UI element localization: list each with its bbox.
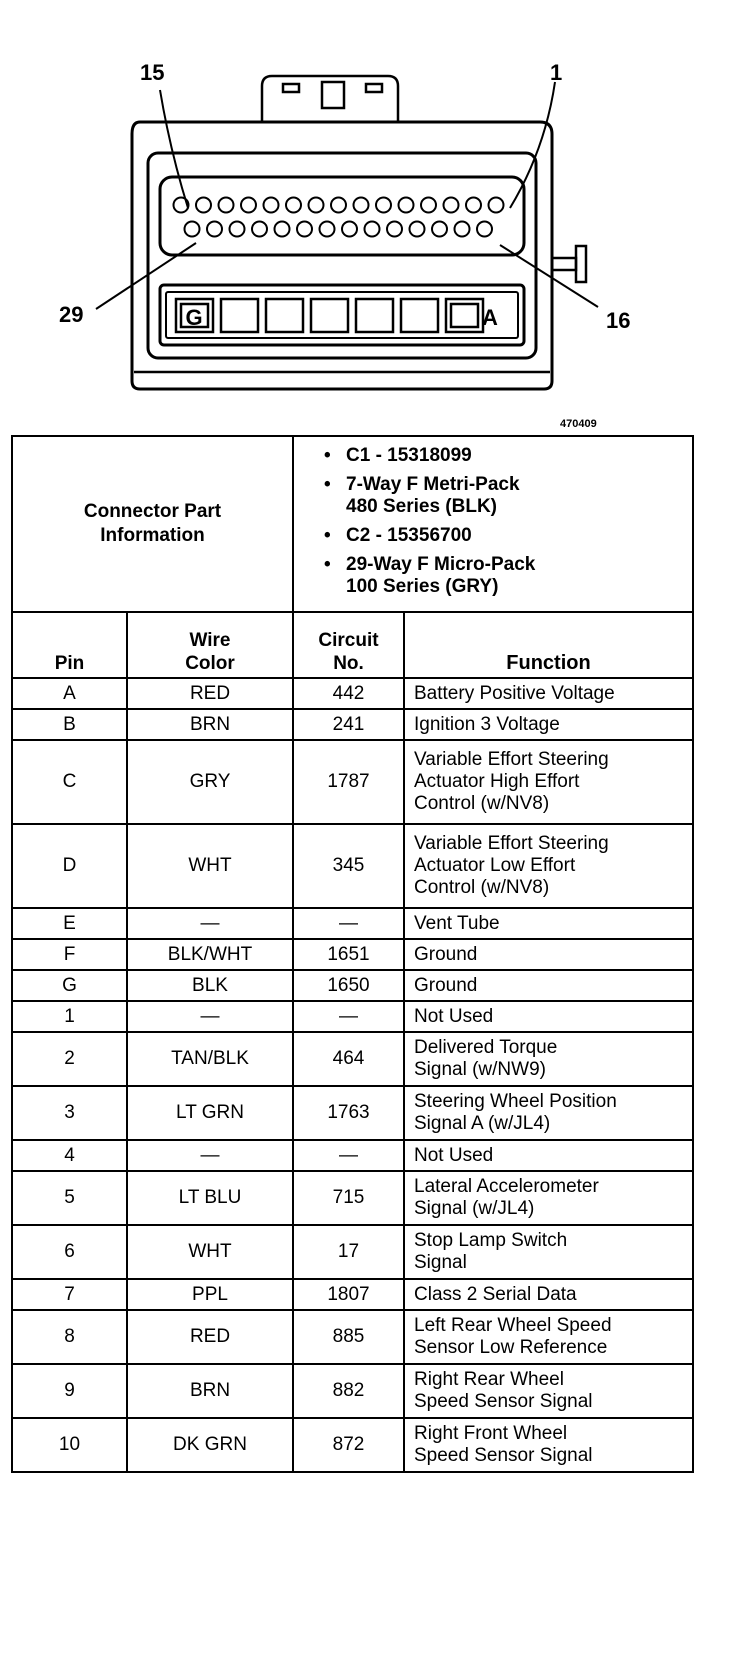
pin-hole	[219, 198, 234, 213]
pin-label-29: 29	[59, 302, 84, 327]
pin-cell: 3	[12, 1086, 127, 1140]
pin-cell: 6	[12, 1225, 127, 1279]
function-cell: Variable Effort Steering Actuator High Effort Control (w/NV8)	[404, 740, 693, 824]
table-row	[12, 709, 693, 740]
function-cell: Class 2 Serial Data	[404, 1279, 693, 1310]
table-row	[12, 1032, 693, 1086]
pin-hole	[410, 222, 425, 237]
table-row	[12, 1086, 693, 1140]
table-header-row	[12, 612, 693, 678]
wire-color-cell: PPL	[127, 1279, 293, 1310]
wire-color-cell: BLK	[127, 970, 293, 1001]
pin-hole	[455, 222, 470, 237]
wire-color-cell: BRN	[127, 1364, 293, 1418]
connector-table	[11, 435, 694, 1473]
wire-color-cell: LT GRN	[127, 1086, 293, 1140]
connector-latch	[262, 76, 398, 122]
wire-color-cell: GRY	[127, 740, 293, 824]
pin-label-1: 1	[550, 60, 563, 85]
table-row	[12, 824, 693, 908]
large-cavity	[401, 299, 438, 332]
pin-hole	[444, 198, 459, 213]
pin-cell: D	[12, 824, 127, 908]
pin-cell: G	[12, 970, 127, 1001]
table-row	[12, 740, 693, 824]
wire-color-cell: —	[127, 908, 293, 939]
pin-hole	[320, 222, 335, 237]
connector-info-item	[324, 474, 692, 518]
wire-color-cell: RED	[127, 678, 293, 709]
function-cell: Right Rear Wheel Speed Sensor Signal	[404, 1364, 693, 1418]
pin-cavities	[174, 198, 504, 237]
pin-hole	[207, 222, 222, 237]
table-row	[12, 908, 693, 939]
cavity-label-box	[451, 304, 478, 327]
connector-info-label: Connector Part Information	[12, 436, 293, 612]
circuit-cell: 442	[293, 678, 404, 709]
circuit-cell: 1807	[293, 1279, 404, 1310]
pin-hole	[399, 198, 414, 213]
function-cell: Ground	[404, 970, 693, 1001]
connector-info-text: C1 - 15318099	[346, 445, 472, 466]
pin-cell: 8	[12, 1310, 127, 1364]
pin-cell: 4	[12, 1140, 127, 1171]
table-row	[12, 1364, 693, 1418]
connector-diagram	[0, 0, 736, 420]
wire-color-cell: BLK/WHT	[127, 939, 293, 970]
circuit-cell: 715	[293, 1171, 404, 1225]
large-cavity	[356, 299, 393, 332]
wire-color-cell: BRN	[127, 709, 293, 740]
pin-label-16: 16	[606, 308, 631, 333]
function-cell: Battery Positive Voltage	[404, 678, 693, 709]
pin-label-15: 15	[140, 60, 165, 85]
header-pin: Pin	[12, 612, 127, 678]
function-cell: Steering Wheel Position Signal A (w/JL4)	[404, 1086, 693, 1140]
circuit-cell: 464	[293, 1032, 404, 1086]
connector-info-row	[12, 436, 693, 612]
circuit-cell: 1650	[293, 970, 404, 1001]
connector-info-list	[293, 436, 693, 612]
pin-cell: F	[12, 939, 127, 970]
function-cell: Vent Tube	[404, 908, 693, 939]
pin-cell: B	[12, 709, 127, 740]
wire-color-cell: TAN/BLK	[127, 1032, 293, 1086]
function-cell: Ground	[404, 939, 693, 970]
table-row	[12, 1225, 693, 1279]
circuit-cell: 885	[293, 1310, 404, 1364]
connector-info-text: 29-Way F Micro-Pack 100 Series (GRY)	[346, 554, 536, 597]
wire-color-cell: LT BLU	[127, 1171, 293, 1225]
table-row	[12, 1418, 693, 1472]
cavity-label-a: A	[482, 305, 498, 330]
pin-hole	[230, 222, 245, 237]
circuit-cell: —	[293, 1140, 404, 1171]
pin-hole	[466, 198, 481, 213]
header-function: Function	[404, 612, 693, 678]
figure-id: 470409	[560, 418, 597, 430]
circuit-cell: 1787	[293, 740, 404, 824]
wire-color-cell: RED	[127, 1310, 293, 1364]
pin-hole	[275, 222, 290, 237]
connector-info-text: C2 - 15356700	[346, 525, 472, 546]
connector-info-text: 7-Way F Metri-Pack 480 Series (BLK)	[346, 474, 520, 517]
table-row	[12, 1279, 693, 1310]
cavity-label-g: G	[185, 305, 203, 330]
wire-color-cell: —	[127, 1001, 293, 1032]
pin-cell: C	[12, 740, 127, 824]
circuit-cell: 1651	[293, 939, 404, 970]
circuit-cell: —	[293, 1001, 404, 1032]
circuit-cell: 1763	[293, 1086, 404, 1140]
bullet-icon: •	[324, 445, 331, 466]
pin-hole	[264, 198, 279, 213]
function-cell: Lateral Accelerometer Signal (w/JL4)	[404, 1171, 693, 1225]
pin-hole	[387, 222, 402, 237]
table-row	[12, 1171, 693, 1225]
circuit-cell: 882	[293, 1364, 404, 1418]
pin-cell: 1	[12, 1001, 127, 1032]
pin-cell: 9	[12, 1364, 127, 1418]
table-row	[12, 1001, 693, 1032]
pin-hole	[421, 198, 436, 213]
circuit-cell: 241	[293, 709, 404, 740]
large-cavity	[266, 299, 303, 332]
bullet-icon: •	[324, 474, 331, 495]
pin-hole	[342, 222, 357, 237]
pin-hole	[477, 222, 492, 237]
function-cell: Variable Effort Steering Actuator Low Effort Control (w/NV8)	[404, 824, 693, 908]
bullet-icon: •	[324, 554, 331, 575]
pin-hole	[309, 198, 324, 213]
function-cell: Delivered Torque Signal (w/NW9)	[404, 1032, 693, 1086]
pin-cell: 5	[12, 1171, 127, 1225]
wire-color-cell: WHT	[127, 824, 293, 908]
table-row	[12, 678, 693, 709]
connector-info-item	[324, 554, 692, 598]
connector-info-item	[324, 445, 692, 467]
pin-hole	[331, 198, 346, 213]
table-row	[12, 939, 693, 970]
pin-hole	[286, 198, 301, 213]
function-cell: Ignition 3 Voltage	[404, 709, 693, 740]
function-cell: Right Front Wheel Speed Sensor Signal	[404, 1418, 693, 1472]
bullet-icon: •	[324, 525, 331, 546]
function-cell: Not Used	[404, 1140, 693, 1171]
pin-cell: 10	[12, 1418, 127, 1472]
large-cavity	[221, 299, 258, 332]
wire-color-cell: WHT	[127, 1225, 293, 1279]
table-row	[12, 1140, 693, 1171]
pin-hole	[252, 222, 267, 237]
function-cell: Stop Lamp Switch Signal	[404, 1225, 693, 1279]
pin-hole	[354, 198, 369, 213]
circuit-cell: 17	[293, 1225, 404, 1279]
function-cell: Not Used	[404, 1001, 693, 1032]
table-row	[12, 1310, 693, 1364]
function-cell: Left Rear Wheel Speed Sensor Low Reference	[404, 1310, 693, 1364]
connector-info-item	[324, 525, 692, 547]
pin-hole	[196, 198, 211, 213]
pin-hole	[365, 222, 380, 237]
pin-hole	[241, 198, 256, 213]
pin-hole	[376, 198, 391, 213]
pin-cell: A	[12, 678, 127, 709]
pin-cell: 2	[12, 1032, 127, 1086]
circuit-cell: 345	[293, 824, 404, 908]
pin-hole	[185, 222, 200, 237]
wire-color-cell: DK GRN	[127, 1418, 293, 1472]
pin-hole	[489, 198, 504, 213]
large-cavity-block	[160, 285, 524, 345]
connector-side-tab	[552, 246, 586, 282]
wire-color-cell: —	[127, 1140, 293, 1171]
circuit-cell: 872	[293, 1418, 404, 1472]
large-cavity	[311, 299, 348, 332]
header-circuit-no: Circuit No.	[293, 612, 404, 678]
circuit-cell: —	[293, 908, 404, 939]
header-wire-color: Wire Color	[127, 612, 293, 678]
pin-cell: E	[12, 908, 127, 939]
pin-hole	[297, 222, 312, 237]
table-row	[12, 970, 693, 1001]
pin-cell: 7	[12, 1279, 127, 1310]
pin-hole	[432, 222, 447, 237]
